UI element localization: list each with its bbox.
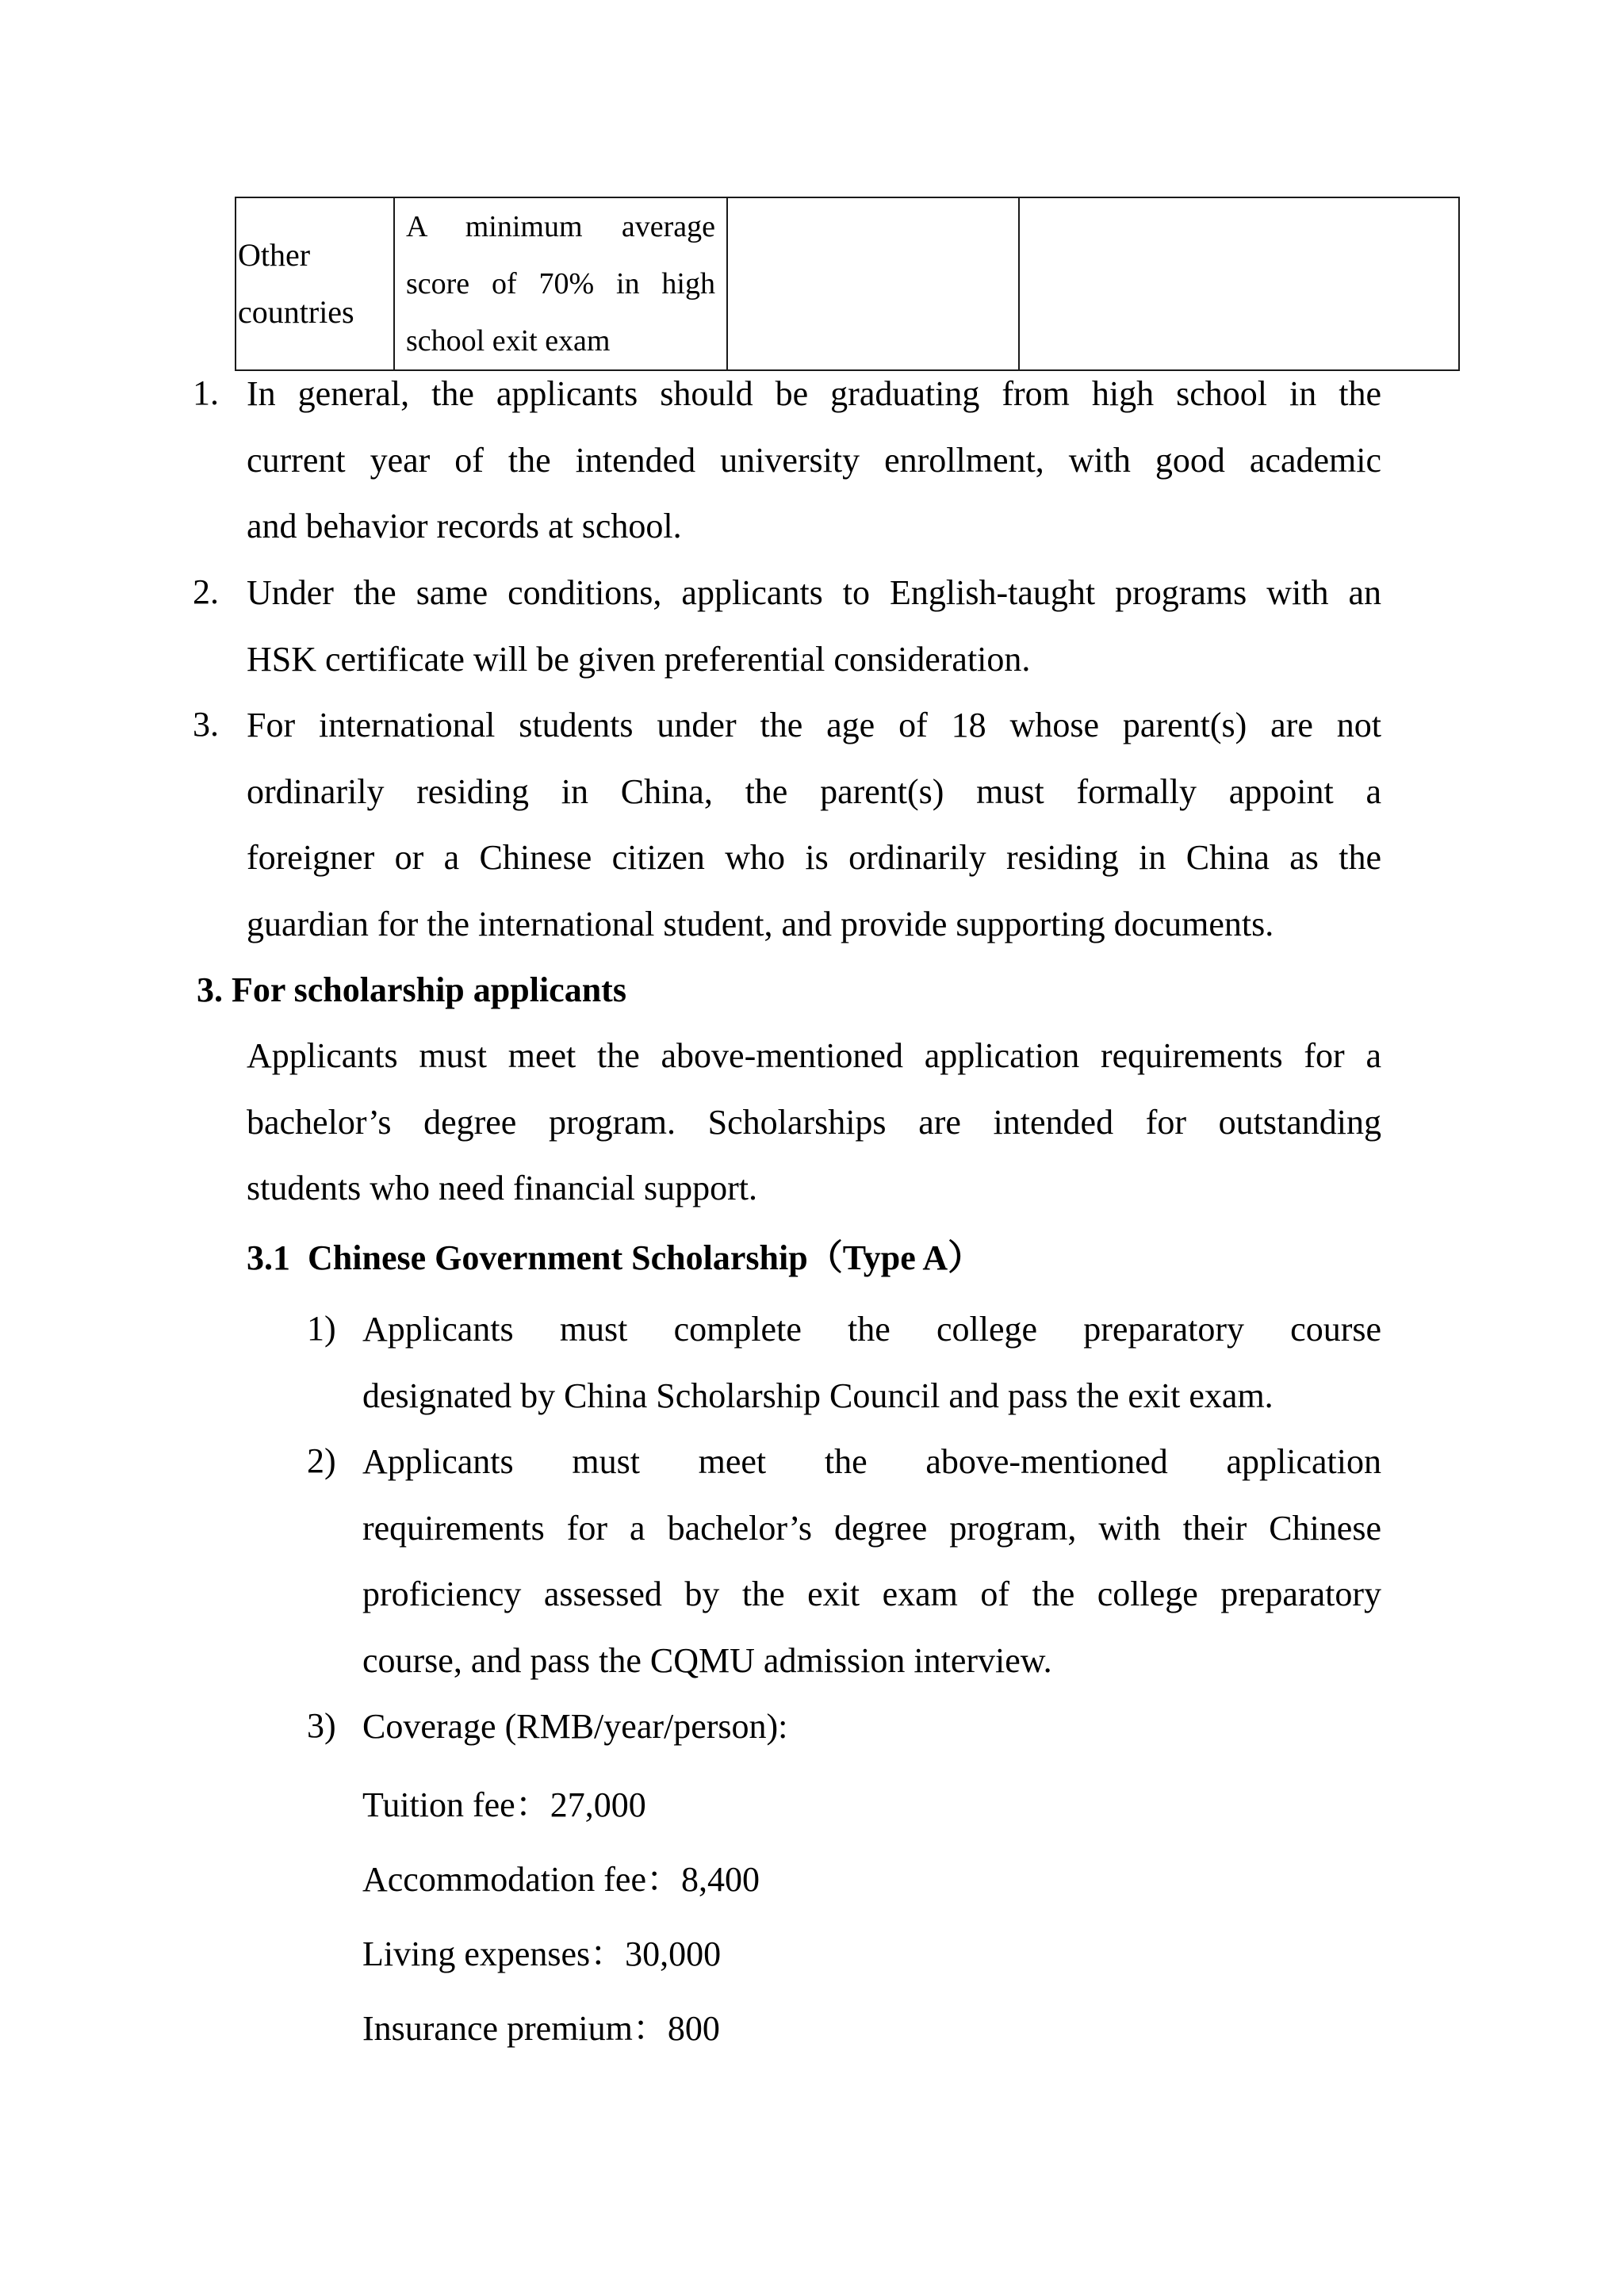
list-item: Coverage (RMB/year/person): xyxy=(362,1707,788,1746)
coverage-value: 27,000 xyxy=(550,1785,646,1824)
coverage-item-insurance xyxy=(362,1999,720,2050)
list-item: Applicants must complete the college preparatory course designated by China Scholarship Council and pass the exit exam. xyxy=(362,1310,1381,1415)
table-cell-requirement: A minimum average score of 70% in high school exit exam xyxy=(394,197,727,370)
table-cell-region: Other countries xyxy=(236,197,394,370)
table-cell-empty xyxy=(1019,197,1459,370)
subsection-heading: 3.1 Chinese Government Scholarship（Type A） xyxy=(247,1238,983,1277)
coverage-item-tuition xyxy=(362,1776,646,1827)
list-number: 1) xyxy=(307,1309,336,1348)
table-cell-empty xyxy=(727,197,1019,370)
table-row xyxy=(236,197,1459,370)
coverage-value: 8,400 xyxy=(680,1860,760,1899)
list-number: 1. xyxy=(193,373,219,412)
list-number: 2. xyxy=(193,572,219,611)
list-item: Under the same conditions, applicants to English-taught programs with an HSK certificate will be given preferential consideration. xyxy=(247,573,1381,679)
section-intro: Applicants must meet the above-mentioned application requirements for a bachelor’s degree program. Scholarships are intended for outstanding students who need financial support. xyxy=(247,1036,1381,1207)
coverage-label: Tuition fee： xyxy=(362,1785,550,1824)
coverage-label: Living expenses： xyxy=(362,1934,626,1973)
list-number: 3) xyxy=(307,1706,336,1745)
coverage-value: 30,000 xyxy=(625,1934,722,1973)
list-item: Applicants must meet the above-mentioned application requirements for a bachelor’s degree program, with their Chinese proficiency assessed by the exit exam of the college preparatory course, and pass the CQMU admission interview. xyxy=(362,1442,1381,1680)
section-heading: 3. For scholarship applicants xyxy=(197,970,626,1009)
coverage-value: 800 xyxy=(667,2009,720,2048)
list-number: 3. xyxy=(193,705,219,744)
coverage-item-accommodation xyxy=(362,1850,760,1901)
list-item: For international students under the age of 18 whose parent(s) are not ordinarily residing in China, the parent(s) must formally appoint a foreigner or a Chinese citizen who is ordinarily residing in China as the guardian for the international student, and provide supporting documents. xyxy=(247,706,1381,943)
coverage-label: Accommodation fee： xyxy=(362,1860,681,1899)
list-item: In general, the applicants should be graduating from high school in the current year of the intended university enrollment, with good academic and behavior records at school. xyxy=(247,374,1381,545)
coverage-item-living xyxy=(362,1925,721,1976)
coverage-label: Insurance premium： xyxy=(362,2009,668,2048)
list-number: 2) xyxy=(307,1441,336,1480)
requirements-table xyxy=(235,197,1460,371)
